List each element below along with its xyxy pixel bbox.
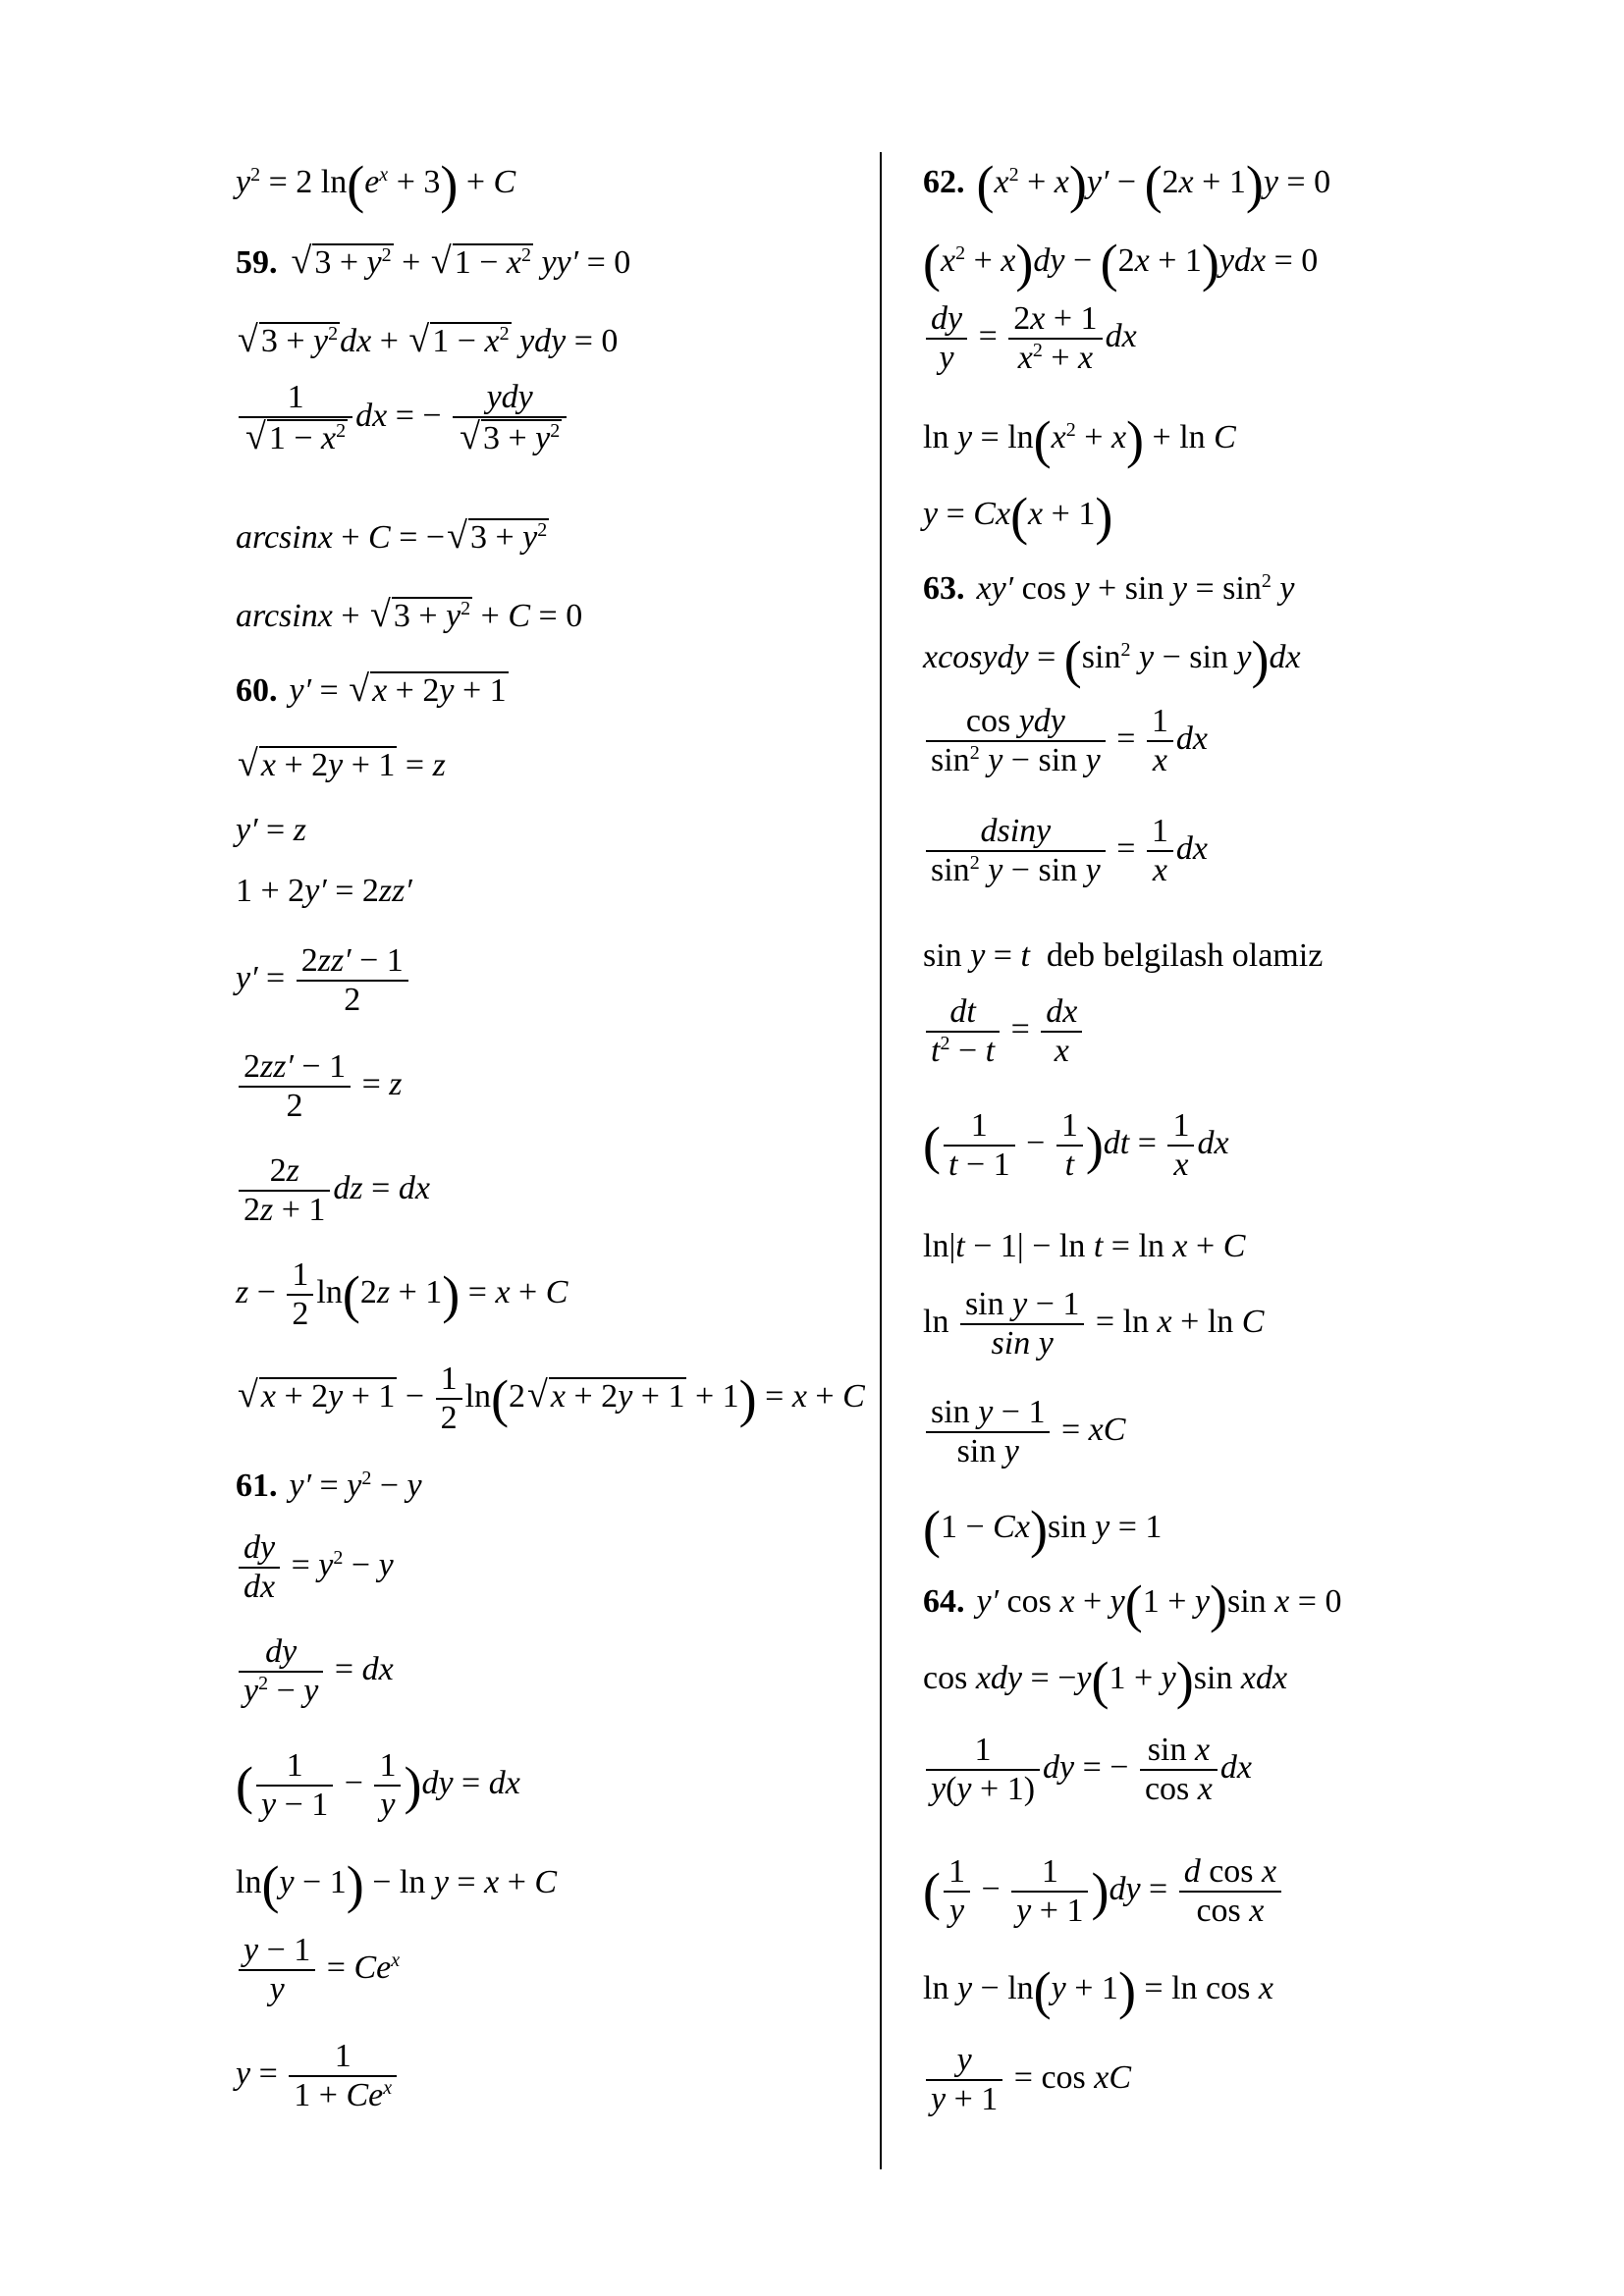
step-60-4: y′ = $\frac{2zz' - 1}{2}$ [236, 942, 411, 1019]
step-61-5: $\frac{y - 1}{y}$ = $Ce^x$ [236, 1932, 400, 2008]
step-59-1: √ $3 + y^2dx$ + √ $1 - x^2$ ydy = 0 [236, 320, 618, 361]
problem-59: 59.√ $3 + y^2$ + √ $1 - x^2$ yy′ = 0 [236, 241, 630, 283]
step-60-3: 1 + 2y′ = 2zz′ [236, 873, 412, 909]
problem-61: 61. $y' = y^2 - y$ [236, 1468, 422, 1504]
substitution-note: deb belgilash olamiz [1046, 937, 1324, 974]
problem-number: 63. [923, 570, 965, 607]
problem-number: 61. [236, 1468, 278, 1504]
step-62-3: $\ln y = \ln(x^2 + x) + \ln C$ [923, 410, 1236, 470]
step-60-6: $\frac{2z}{2z + 1}$ dz = dx [236, 1152, 430, 1229]
problem-64: 64. y′ cos x + y(1 + y)sin x = 0 [923, 1575, 1342, 1634]
step-61-3: ( $\frac{1}{y - 1}$ − $\frac{1}{y}$ )dy = dx [236, 1747, 520, 1823]
step-61-6: y = $\frac{1}{1 + Ce^x}$ [236, 2038, 400, 2114]
step-59-2: 1 √ $1 - x^2$ dx = − ydy √ $3 + y^2$ [236, 379, 569, 457]
problem-number: 60. [236, 672, 278, 709]
step-62-2: $\frac{dy}{y}$ = $\frac{2x + 1}{x^2 + x}$ dx [923, 300, 1137, 377]
step-62-1: $(x^2 + x)dy - (2x + 1)ydx = 0$ [923, 234, 1319, 294]
step-63-10: (1 − Cx)sin y = 1 [923, 1500, 1163, 1560]
step-63-3: $\frac{dsiny}{\sin^2 y - \sin y}$ = $\frac{1}{x}$ dx [923, 813, 1208, 889]
step-63-2: $\frac{\text{cos ydy}}{\sin^2 y - \sin y}$ = $\frac{1}{x}$ dx [923, 703, 1208, 779]
step-61-1: $\frac{dy}{dx}$ = $y^2 - y$ [236, 1529, 394, 1606]
step-63-9: $\frac{\text{sin y − 1}}{\text{sin y}}$ = xC [923, 1394, 1125, 1470]
step-59-4: arcsinx + √ $3 + y^2 + C = 0$ [236, 595, 582, 636]
step-60-5: $\frac{2zz' - 1}{2}$ = z [236, 1048, 403, 1125]
problem-60: 60. y′ = √ x + 2y + 1 [236, 669, 509, 711]
problem-63: 63. xy′ $\cos y + \sin y = \sin^2 y$ [923, 570, 1295, 607]
step-60-8: √ x + 2y + 1 − $\frac{1}{2}$ ln(2√ x + 2y + 1 + 1) = x + C [236, 1361, 865, 1437]
step-63-1: xcosydy = ($\sin^2$ y − sin y)dx [923, 630, 1301, 690]
step-60-7: z − $\frac{1}{2}$ ln(2z + 1) = x + C [236, 1256, 568, 1332]
step-64-5: $\frac{y}{y + 1}$ = cos xC [923, 2042, 1131, 2118]
step-64-2: $\frac{1}{y(y + 1)}$ dy = − $\frac{\text{sin x}}{\text{cos x}}$ dx [923, 1732, 1252, 1808]
step-61-2: $\frac{dy}{y^2 - y}$ = dx [236, 1633, 394, 1710]
step-63-4: sin y = t deb belgilash olamiz [923, 937, 1324, 974]
column-divider [880, 152, 882, 2169]
step-61-4: ln(y − 1) − ln y = x + C [236, 1855, 558, 1915]
problem-62: 62. $(x^2 + x)y' - (2x + 1)y = 0$ [923, 155, 1331, 215]
step-60-2: y′ = z [236, 812, 306, 848]
step-63-7: ln|t − 1| − ln t = ln x + C [923, 1228, 1246, 1264]
step-62-4: y = Cx(x + 1) [923, 487, 1113, 547]
step-64-1: cos xdy = −y(1 + y)sin xdx [923, 1651, 1288, 1711]
step-63-8: ln $\frac{\text{sin y − 1}}{\text{sin y}}$ = ln x + ln C [923, 1286, 1265, 1362]
solution-58-final: $y^2 = 2$ $\ln(e^x + 3) + C$ [236, 155, 516, 215]
step-63-5: $\frac{dt}{t^2 - t}$ = $\frac{dx}{x}$ [923, 993, 1085, 1070]
step-60-1: √ x + 2y + 1 = z [236, 744, 446, 785]
step-59-3: arcsinx + C = −√ $3 + y^2$ [236, 516, 549, 558]
problem-number: 64. [923, 1583, 965, 1620]
step-64-3: ( $\frac{1}{y}$ − $\frac{1}{y + 1}$ )dy = $\frac{\text{d cos x}}{\text{cos x}}$ [923, 1853, 1284, 1930]
problem-number: 62. [923, 164, 965, 200]
step-63-6: ( $\frac{1}{t - 1}$ − $\frac{1}{t}$ )dt = $\frac{1}{x}$ dx [923, 1107, 1229, 1183]
step-64-4: ln y − ln(y + 1) = ln cos x [923, 1961, 1273, 2021]
problem-number: 59. [236, 244, 278, 281]
